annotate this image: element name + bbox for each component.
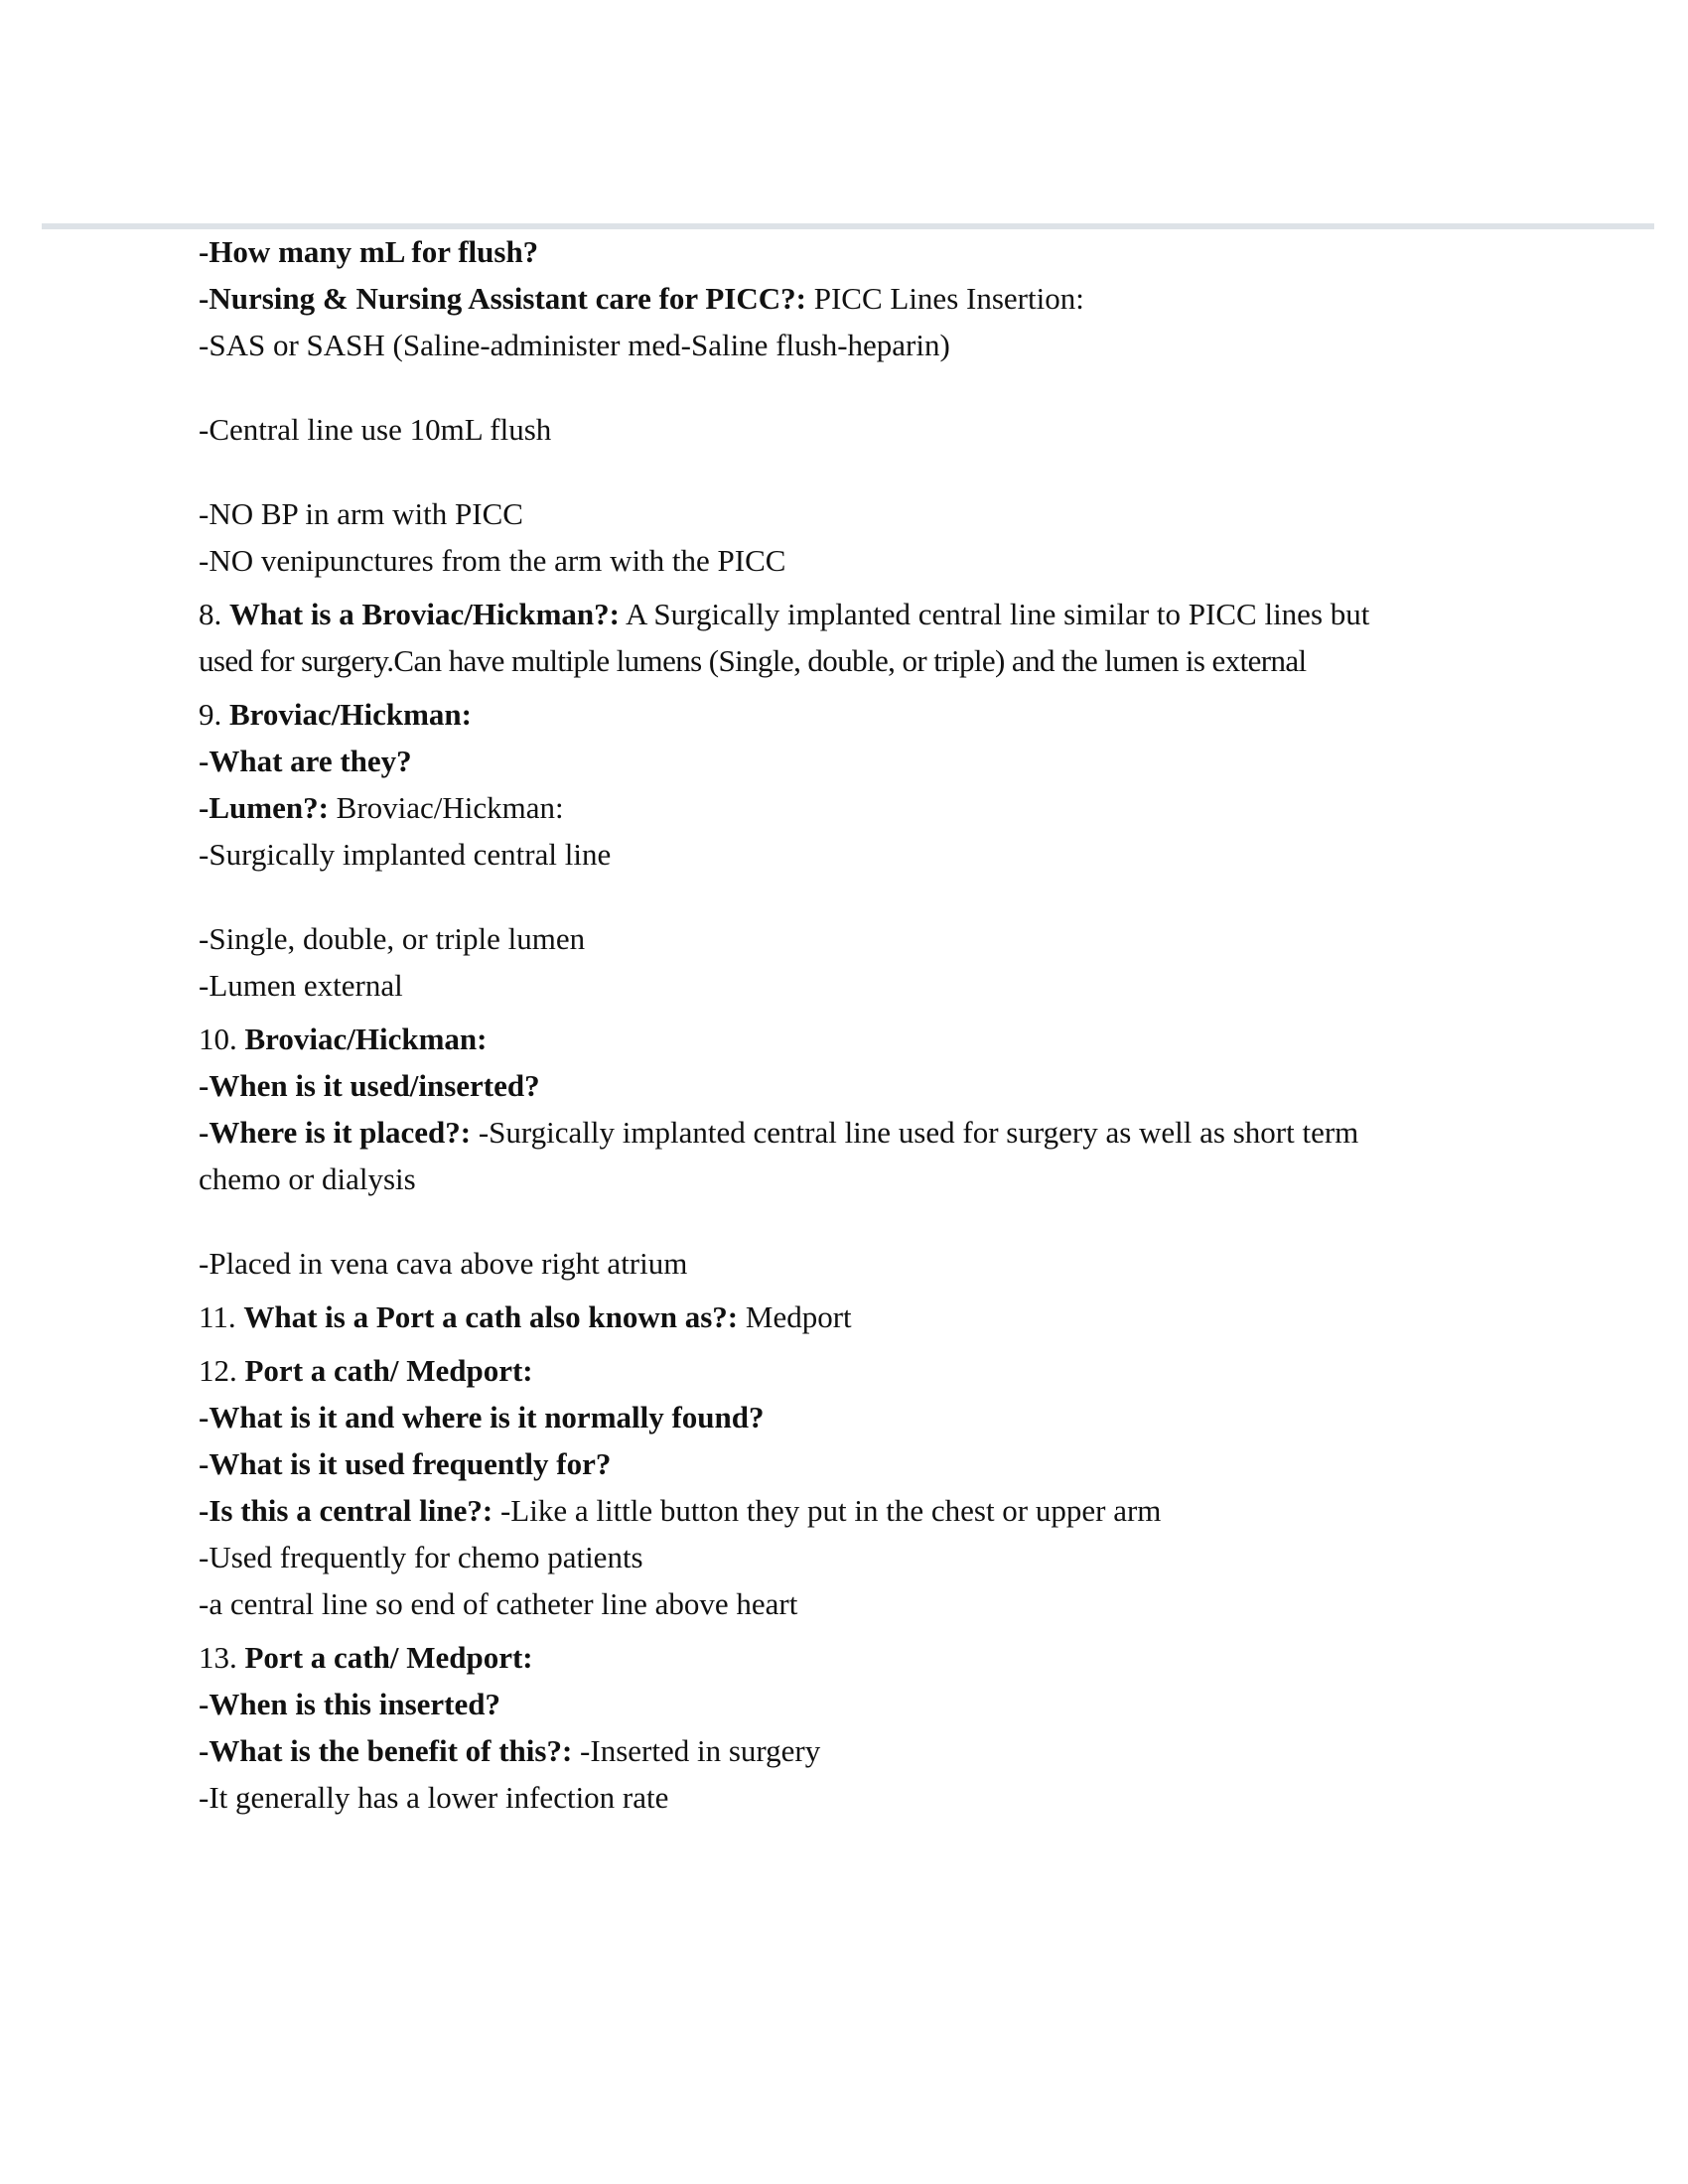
question-text: -How many mL for flush? [199,234,539,269]
text-line: chemo or dialysis [199,1161,416,1196]
question-text: What is a Broviac/Hickman?: [229,597,620,631]
text-line: -SAS or SASH (Saline-administer med-Saline flush-heparin) [199,328,950,362]
answer-text: PICC Lines Insertion: [805,281,1084,316]
answer-text: Medport [738,1299,852,1334]
spacer [199,1340,1489,1347]
question-text: -When is this inserted? [199,1687,500,1721]
spacer [199,368,1489,406]
item-number: 13. [199,1640,245,1675]
spacer [199,1627,1489,1634]
text-line: -NO BP in arm with PICC [199,496,523,531]
text-line: -Placed in vena cava above right atrium [199,1246,688,1281]
text-line [199,591,1489,637]
question-text: Port a cath/ Medport: [244,1353,533,1388]
question-text: -Where is it placed?: [199,1115,472,1150]
spacer [199,584,1489,591]
text-line [199,691,1489,738]
text-line [199,1109,1489,1156]
question-text: What is a Port a cath also known as?: [243,1299,739,1334]
text-line [199,275,1489,322]
text-line: -Central line use 10mL flush [199,412,552,447]
spacer [199,453,1489,490]
answer-text: A Surgically implanted central line similar to PICC lines but [619,597,1370,631]
question-text: -Is this a central line?: [199,1493,493,1528]
question-text: -What is it and where is it normally found? [199,1400,765,1434]
spacer [199,1202,1489,1240]
item-number: 8. [199,597,229,631]
spacer [199,684,1489,691]
answer-text: -Inserted in surgery [572,1733,821,1768]
text-line [199,228,1489,275]
text-line [199,1681,1489,1727]
question-text: -When is it used/inserted? [199,1068,540,1103]
item-number: 12. [199,1353,245,1388]
spacer [199,878,1489,915]
spacer [199,1009,1489,1016]
text-line [199,1016,1489,1062]
text-line: -Single, double, or triple lumen [199,921,586,956]
answer-text: Broviac/Hickman: [328,790,564,825]
text-line: used for surgery.Can have multiple lumens (Single, double, or triple) and the lumen is external [199,643,1307,678]
text-line [199,1347,1489,1394]
question-text: Broviac/Hickman: [244,1022,488,1056]
question-text: -What are they? [199,744,412,778]
question-text: -Nursing & Nursing Assistant care for PICC?: [199,281,806,316]
text-line: -Surgically implanted central line [199,837,612,872]
answer-text: -Like a little button they put in the chest or upper arm [492,1493,1162,1528]
text-line [199,1062,1489,1109]
text-line: -a central line so end of catheter line above heart [199,1586,798,1621]
document-body [199,228,1489,1821]
text-line: -NO venipunctures from the arm with the PICC [199,543,786,578]
question-text: -What is the benefit of this?: [199,1733,573,1768]
text-line [199,784,1489,831]
text-line [199,1634,1489,1681]
text-line [199,1487,1489,1534]
item-number: 10. [199,1022,245,1056]
answer-text: -Surgically implanted central line used for surgery as well as short term [471,1115,1359,1150]
text-line [199,1394,1489,1440]
question-text: Port a cath/ Medport: [244,1640,533,1675]
text-line [199,1727,1489,1774]
question-text: Broviac/Hickman: [229,697,472,732]
spacer [199,1287,1489,1294]
text-line: -Lumen external [199,968,403,1003]
question-text: -Lumen?: [199,790,329,825]
text-line: -Used frequently for chemo patients [199,1540,643,1574]
text-line [199,1294,1489,1340]
item-number: 11. [199,1299,244,1334]
text-line: -It generally has a lower infection rate [199,1780,669,1815]
text-line [199,1440,1489,1487]
item-number: 9. [199,697,229,732]
text-line [199,738,1489,784]
question-text: -What is it used frequently for? [199,1446,612,1481]
